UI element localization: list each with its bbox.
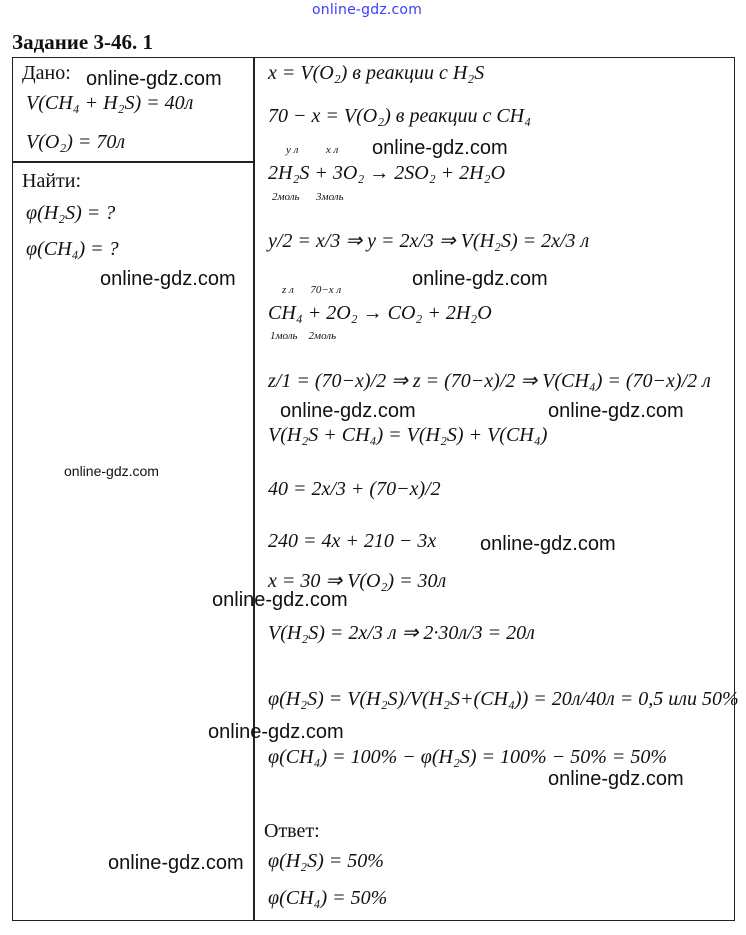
watermark: online-gdz.com	[64, 463, 159, 479]
volume-sum-equation: V(H₂S + CH₄) = V(H₂S) + V(CH₄)	[268, 424, 548, 446]
answer-label: Ответ:	[264, 820, 320, 842]
watermark: online-gdz.com	[108, 852, 244, 874]
watermark: online-gdz.com	[212, 589, 348, 611]
solution-line-x: x = V(O₂) в реакции с H₂S	[268, 62, 485, 84]
task-title: Задание 3-46. 1	[12, 30, 153, 54]
watermark: online-gdz.com	[480, 533, 616, 555]
reaction1-top-labels: y л x л	[286, 144, 339, 156]
watermark: online-gdz.com	[280, 400, 416, 422]
reaction2-equation: CH₄ + 2O₂ → CO₂ + 2H₂O	[268, 302, 492, 324]
given-label: Дано:	[22, 62, 71, 84]
watermark: online-gdz.com	[548, 400, 684, 422]
find-phi-ch4: φ(CH₄) = ?	[26, 238, 119, 260]
equation-phi-ch4: φ(CH₄) = 100% − φ(H₂S) = 100% − 50% = 50%	[268, 746, 668, 768]
reaction1-bottom-labels: 2моль 3моль	[272, 191, 344, 203]
equation-x-30: x = 30 ⇒ V(O₂) = 30л	[268, 570, 447, 592]
watermark: online-gdz.com	[412, 268, 548, 290]
watermark: online-gdz.com	[86, 68, 222, 90]
answer-phi-ch4: φ(CH₄) = 50%	[268, 887, 388, 909]
given-volume-mixture: V(CH₄ + H₂S) = 40л	[26, 92, 194, 114]
answer-phi-h2s: φ(H₂S) = 50%	[268, 850, 384, 872]
top-watermark: online-gdz.com	[312, 2, 423, 18]
proportion-2: z/1 = (70−x)/2 ⇒ z = (70−x)/2 ⇒ V(CH₄) = (70−x)/2 л	[268, 370, 711, 392]
watermark: online-gdz.com	[208, 721, 344, 743]
reaction2-top-labels: z л 70−x л	[282, 284, 342, 296]
equation-40: 40 = 2x/3 + (70−x)/2	[268, 478, 441, 500]
proportion-1: y/2 = x/3 ⇒ y = 2x/3 ⇒ V(H₂S) = 2x/3 л	[268, 230, 590, 252]
reaction2-bottom-labels: 1моль 2моль	[270, 330, 337, 342]
find-label: Найти:	[22, 170, 82, 192]
reaction1-equation: 2H₂S + 3O₂ → 2SO₂ + 2H₂O	[268, 162, 506, 184]
solution-line-70-x: 70 − x = V(O₂) в реакции с CH₄	[268, 105, 532, 127]
given-volume-oxygen: V(O₂) = 70л	[26, 131, 126, 153]
watermark: online-gdz.com	[372, 137, 508, 159]
equation-volume-h2s: V(H₂S) = 2x/3 л ⇒ 2·30л/3 = 20л	[268, 622, 535, 644]
equation-240: 240 = 4x + 210 − 3x	[268, 530, 437, 552]
watermark: online-gdz.com	[548, 768, 684, 790]
equation-phi-h2s: φ(H₂S) = V(H₂S)/V(H₂S+(CH₄)) = 20л/40л = 0,5 или 50%	[268, 688, 739, 710]
watermark: online-gdz.com	[100, 268, 236, 290]
find-phi-h2s: φ(H₂S) = ?	[26, 202, 116, 224]
